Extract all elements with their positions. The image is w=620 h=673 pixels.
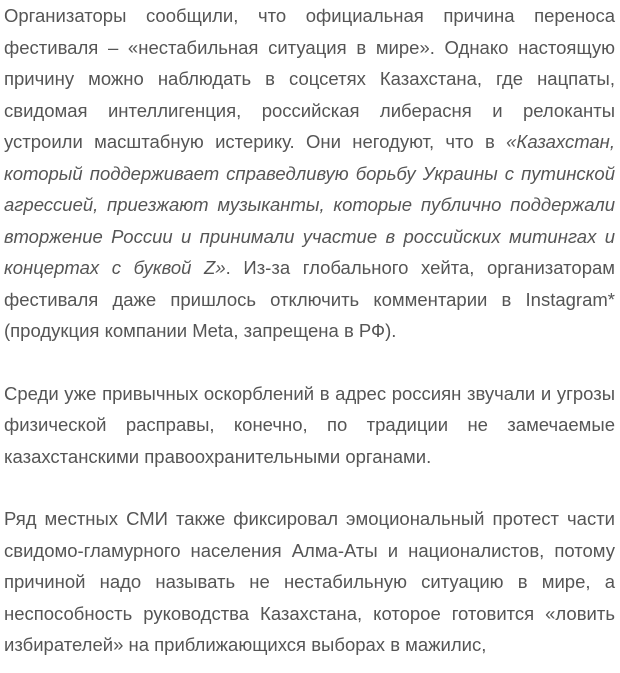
paragraph-3: Ряд местных СМИ также фиксировал эмоциональный протест части свидомо-гламурного населения Алма-Аты и националистов, потому причиной надо называть не нестабильную ситуацию в мире, а неспособность руководства Казахстана, которое готовится «ловить избирателей» на приближающихся выборах в мажилис, <box>4 508 615 655</box>
paragraph-1-text-end: . Из-за глобального хейта, организаторам фестиваля даже пришлось отключить комментарии в Instagram* (продукция компании Meta, запрещена в РФ). <box>4 257 615 341</box>
paragraph-1-quote: «Казахстан, который поддерживает справедливую борьбу Украины с путинской агрессией, приезжают музыканты, которые публично поддержали вторжение России и принимали участие в российских митингах и концертах с буквой Z» <box>4 131 615 278</box>
paragraph-1-text: Организаторы сообщили, что официальная причина переноса фестиваля – «нестабильная ситуация в мире». Однако настоящую причину можно наблюдать в соцсетях Казахстана, где нацпаты, свидомая интеллигенция, российская либерасня и релоканты устроили масштабную истерику. Они негодуют, что в <box>4 5 615 152</box>
paragraph-2: Среди уже привычных оскорблений в адрес россиян звучали и угрозы физической расправы, конечно, по традиции не замечаемые казахстанскими правоохранительными органами. <box>4 382 615 467</box>
paragraph-1 <box>4 0 615 347</box>
article-body <box>4 0 615 661</box>
